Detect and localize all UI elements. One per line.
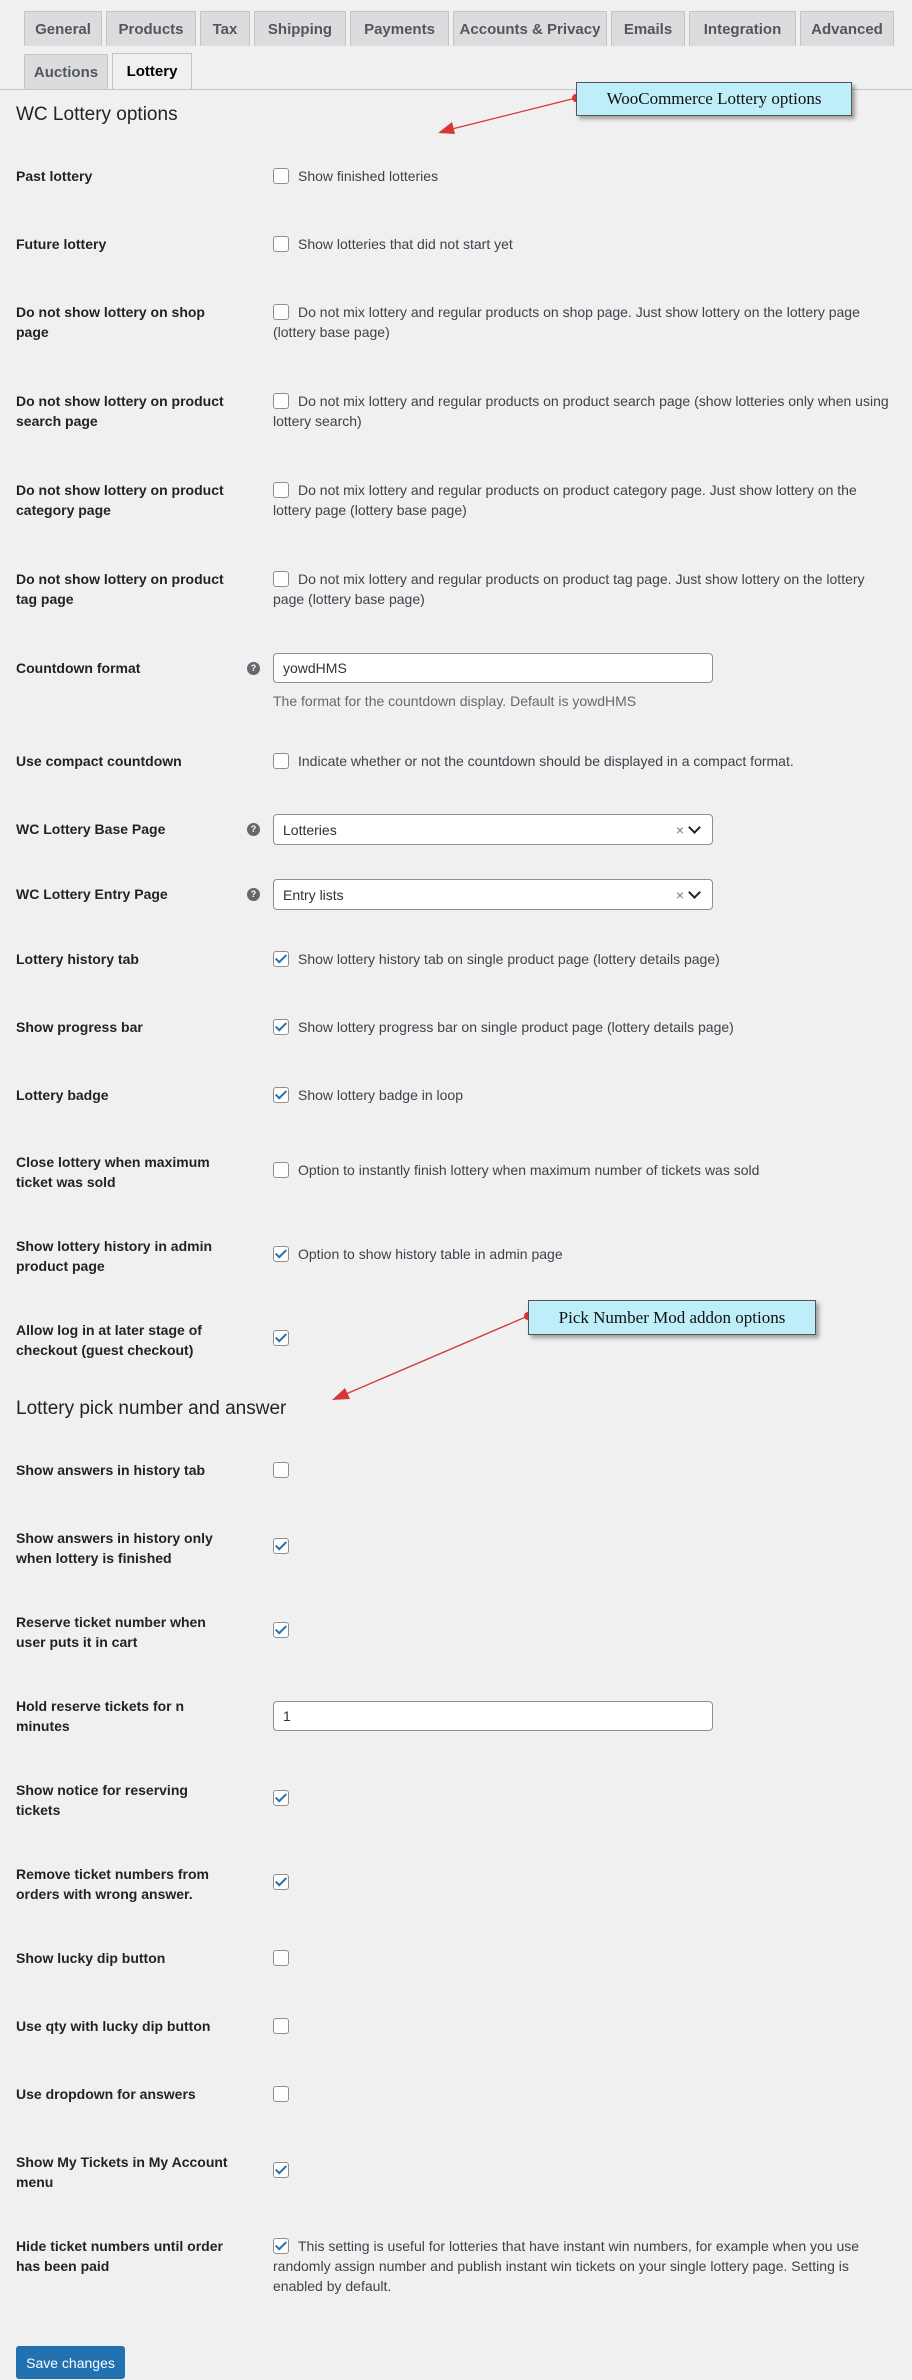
section-title-pick-number: Lottery pick number and answer: [16, 1398, 287, 1419]
tab-accounts-privacy[interactable]: Accounts & Privacy: [453, 11, 607, 46]
callout-woocommerce-lottery: WooCommerce Lottery options: [576, 82, 852, 116]
entry-page-chevron-down-icon: [688, 886, 701, 899]
reserve-notice-label: Show notice for reserving tickets: [16, 1782, 188, 1818]
guest-checkout-field: [273, 1328, 898, 1346]
guest-checkout-label: Allow log in at later stage of checkout (guest checkout): [16, 1322, 202, 1358]
lottery-badge-checkbox[interactable]: [273, 1087, 289, 1103]
remove-wrong-answer-label: Remove ticket numbers from orders with wrong answer.: [16, 1866, 209, 1902]
lottery-badge-label: Lottery badge: [16, 1087, 109, 1103]
category-page-checkbox[interactable]: [273, 482, 289, 498]
shop-page-field: [273, 302, 898, 342]
remove-wrong-answer-field: [273, 1872, 898, 1890]
close-max-label: Close lottery when maximum ticket was sold: [16, 1154, 210, 1190]
countdown-help-icon[interactable]: ?: [247, 662, 260, 675]
past-lottery-checkbox[interactable]: [273, 168, 289, 184]
dropdown-answers-label: Use dropdown for answers: [16, 2086, 196, 2102]
base-page-value: Lotteries: [283, 821, 337, 838]
tab-auctions[interactable]: Auctions: [24, 54, 108, 89]
history-tab-label: Lottery history tab: [16, 951, 139, 967]
tab-tax[interactable]: Tax: [200, 11, 250, 46]
compact-countdown-checkbox[interactable]: [273, 753, 289, 769]
shop-page-label: Do not show lottery on shop page: [16, 304, 205, 340]
answers-history-checkbox[interactable]: [273, 1462, 289, 1478]
hide-ticket-numbers-text: This setting is useful for lotteries that have instant win numbers, for example when you use randomly assign number and publish instant win tickets on your single lottery page. Setting is enabled by default.: [273, 2238, 860, 2294]
history-tab-text: Show lottery history tab on single product page (lottery details page): [298, 951, 720, 967]
admin-history-text: Option to show history table in admin page: [298, 1246, 563, 1262]
compact-countdown-field: [273, 751, 898, 771]
qty-lucky-dip-field: [273, 2016, 898, 2034]
search-page-checkbox[interactable]: [273, 393, 289, 409]
lottery-badge-text: Show lottery badge in loop: [298, 1087, 463, 1103]
future-lottery-text: Show lotteries that did not start yet: [298, 236, 513, 252]
lucky-dip-label: Show lucky dip button: [16, 1950, 166, 1966]
tag-page-checkbox[interactable]: [273, 571, 289, 587]
hold-reserve-input[interactable]: [273, 1701, 713, 1731]
search-page-text: Do not mix lottery and regular products on product search page (show lotteries only when using lottery search): [273, 393, 889, 429]
close-max-field: [273, 1160, 898, 1180]
tab-lottery[interactable]: Lottery: [112, 53, 192, 89]
reserve-notice-checkbox[interactable]: [273, 1790, 289, 1806]
hide-ticket-numbers-field: [273, 2236, 898, 2296]
reserve-notice-field: [273, 1788, 898, 1806]
entry-page-label: WC Lottery Entry Page: [16, 886, 168, 902]
admin-history-checkbox[interactable]: [273, 1246, 289, 1262]
progress-bar-field: [273, 1017, 898, 1037]
future-lottery-label: Future lottery: [16, 236, 107, 252]
answers-history-field: [273, 1460, 898, 1478]
hide-ticket-numbers-label: Hide ticket numbers until order has been paid: [16, 2238, 223, 2274]
lucky-dip-field: [273, 1948, 898, 1966]
shop-page-text: Do not mix lottery and regular products on shop page. Just show lottery on the lottery page (lottery base page): [273, 304, 860, 340]
save-changes-button[interactable]: Save changes: [16, 2346, 125, 2379]
compact-countdown-label: Use compact countdown: [16, 753, 182, 769]
tag-page-field: [273, 569, 898, 609]
tab-emails[interactable]: Emails: [611, 11, 685, 46]
progress-bar-checkbox[interactable]: [273, 1019, 289, 1035]
arrow-head-woo: [438, 122, 455, 134]
answers-finished-field: [273, 1536, 898, 1554]
tab-payments[interactable]: Payments: [350, 11, 449, 46]
entry-page-help-icon[interactable]: ?: [247, 888, 260, 901]
my-tickets-field: [273, 2160, 898, 2178]
category-page-text: Do not mix lottery and regular products on product category page. Just show lottery on the lottery page (lottery base page): [273, 482, 857, 518]
lucky-dip-checkbox[interactable]: [273, 1950, 289, 1966]
admin-history-label: Show lottery history in admin product page: [16, 1238, 213, 1274]
reserve-ticket-field: [273, 1620, 898, 1638]
guest-checkout-checkbox[interactable]: [273, 1330, 289, 1346]
arrow-line-woo: [452, 98, 576, 129]
entry-page-value: Entry lists: [283, 886, 344, 903]
hold-reserve-label: Hold reserve tickets for n minutes: [16, 1698, 185, 1734]
history-tab-checkbox[interactable]: [273, 951, 289, 967]
base-page-clear-icon[interactable]: ×: [675, 821, 684, 838]
countdown-format-label: Countdown format: [16, 660, 141, 676]
reserve-ticket-checkbox[interactable]: [273, 1622, 289, 1638]
my-tickets-label: Show My Tickets in My Account menu: [16, 2154, 228, 2190]
base-page-chevron-down-icon: [688, 821, 701, 834]
hide-ticket-numbers-checkbox[interactable]: [273, 2238, 289, 2254]
answers-finished-label: Show answers in history only when lottery is finished: [16, 1530, 213, 1566]
countdown-format-input[interactable]: [273, 653, 713, 683]
category-page-label: Do not show lottery on product category page: [16, 482, 224, 518]
answers-finished-checkbox[interactable]: [273, 1538, 289, 1554]
reserve-ticket-label: Reserve ticket number when user puts it in cart: [16, 1614, 206, 1650]
past-lottery-label: Past lottery: [16, 168, 93, 184]
remove-wrong-answer-checkbox[interactable]: [273, 1874, 289, 1890]
shop-page-checkbox[interactable]: [273, 304, 289, 320]
answers-history-label: Show answers in history tab: [16, 1462, 206, 1478]
history-tab-field: [273, 949, 898, 969]
tab-general[interactable]: General: [24, 11, 102, 46]
base-page-label: WC Lottery Base Page: [16, 821, 166, 837]
past-lottery-field: [273, 166, 898, 186]
entry-page-select[interactable]: [273, 879, 713, 910]
section-title-lottery-options: WC Lottery options: [16, 104, 178, 125]
category-page-field: [273, 480, 898, 520]
compact-countdown-text: Indicate whether or not the countdown should be displayed in a compact format.: [298, 753, 794, 769]
past-lottery-text: Show finished lotteries: [298, 168, 439, 184]
dropdown-answers-checkbox[interactable]: [273, 2086, 289, 2102]
close-max-checkbox[interactable]: [273, 1162, 289, 1178]
lottery-badge-field: [273, 1085, 898, 1105]
close-max-text: Option to instantly finish lottery when maximum number of tickets was sold: [298, 1162, 760, 1178]
tab-advanced[interactable]: Advanced: [800, 11, 894, 46]
progress-bar-label: Show progress bar: [16, 1019, 143, 1035]
arrow-head-pick: [332, 1388, 350, 1400]
tag-page-text: Do not mix lottery and regular products on product tag page. Just show lottery on the lottery page (lottery base page): [273, 571, 865, 607]
future-lottery-field: [273, 234, 898, 254]
future-lottery-checkbox[interactable]: [273, 236, 289, 252]
qty-lucky-dip-label: Use qty with lucky dip button: [16, 2018, 211, 2034]
qty-lucky-dip-checkbox[interactable]: [273, 2018, 289, 2034]
tab-shipping[interactable]: Shipping: [254, 11, 346, 46]
my-tickets-checkbox[interactable]: [273, 2162, 289, 2178]
progress-bar-text: Show lottery progress bar on single product page (lottery details page): [298, 1019, 734, 1035]
search-page-field: [273, 391, 898, 431]
callout-pick-number: Pick Number Mod addon options: [528, 1300, 816, 1335]
tab-integration[interactable]: Integration: [689, 11, 796, 46]
search-page-label: Do not show lottery on product search page: [16, 393, 224, 429]
base-page-select[interactable]: [273, 814, 713, 845]
entry-page-clear-icon[interactable]: ×: [675, 886, 684, 903]
tab-products[interactable]: Products: [106, 11, 196, 46]
countdown-format-description: The format for the countdown display. Default is yowdHMS: [273, 693, 637, 709]
admin-history-field: [273, 1244, 898, 1264]
tag-page-label: Do not show lottery on product tag page: [16, 571, 224, 607]
base-page-help-icon[interactable]: ?: [247, 823, 260, 836]
dropdown-answers-field: [273, 2084, 898, 2102]
